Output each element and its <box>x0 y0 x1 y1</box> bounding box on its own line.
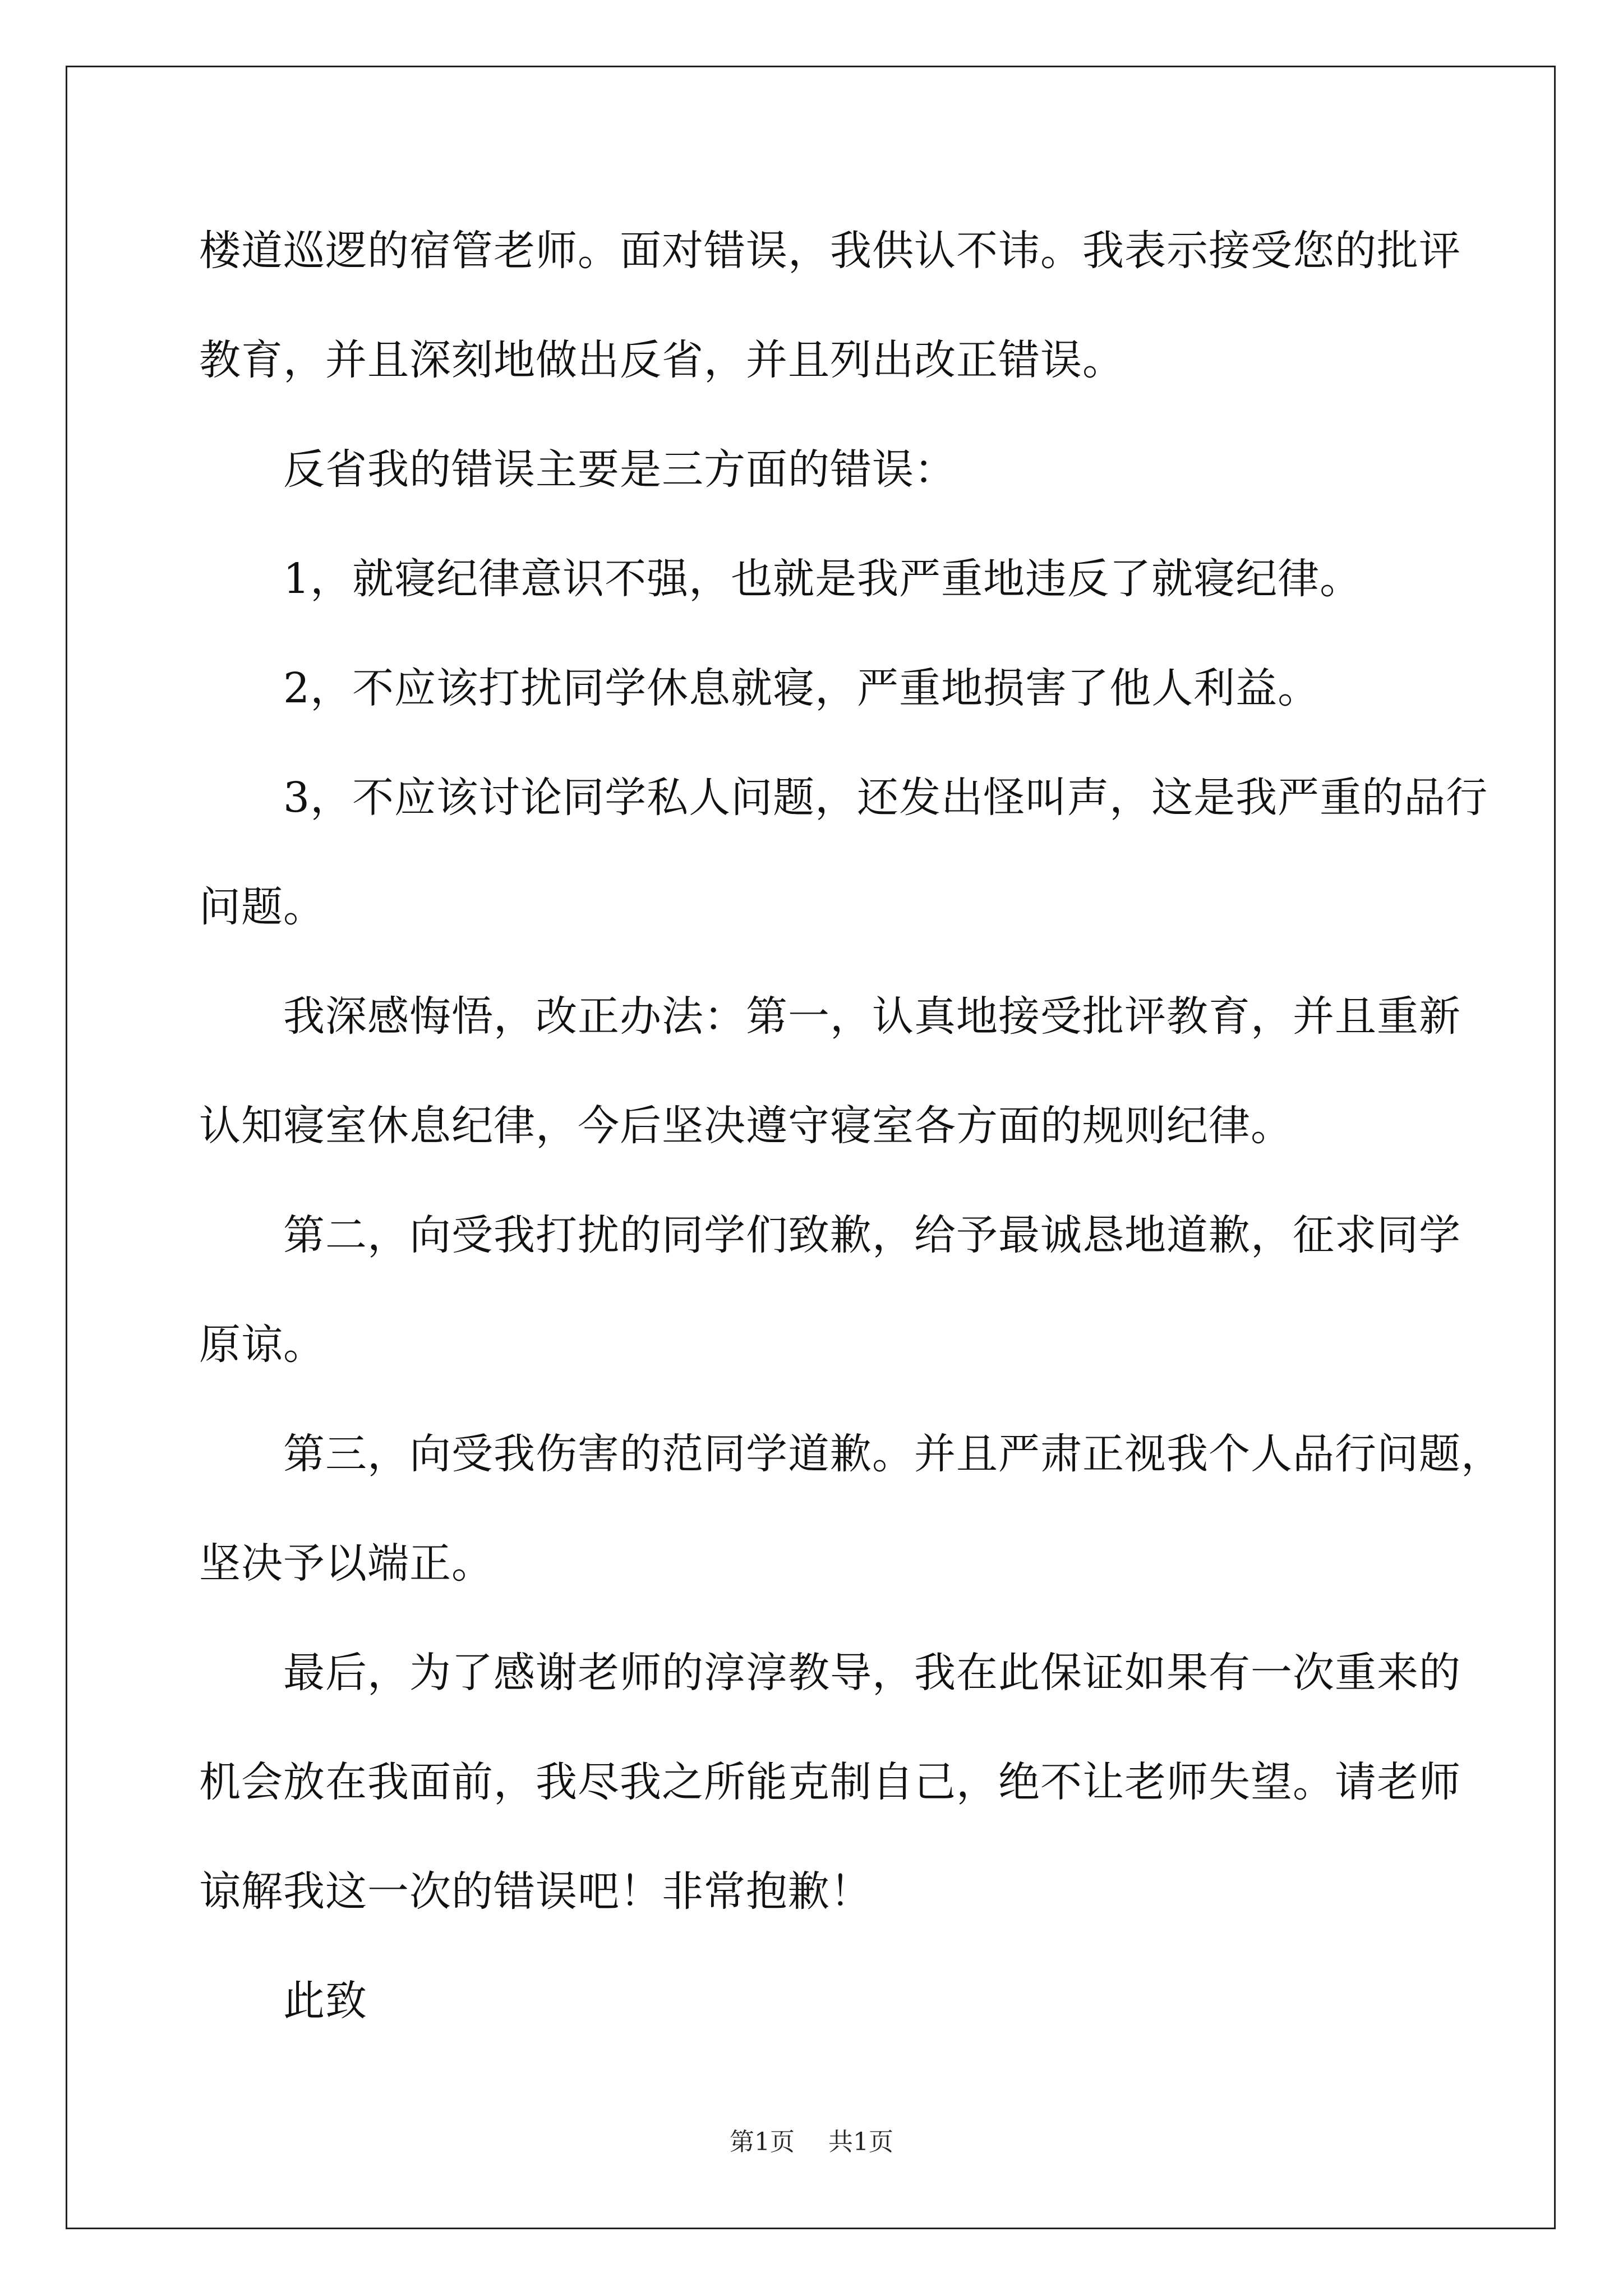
text-line: 谅解我这一次的错误吧！非常抱歉！ <box>199 1867 872 1916</box>
text-line: 楼道巡逻的宿管老师。面对错误，我供认不讳。我表示接受您的批评 <box>199 227 1461 275</box>
text-line: 反省我的错误主要是三方面的错误： <box>283 445 956 494</box>
text-line: 教育，并且深刻地做出反省，并且列出改正错误。 <box>199 336 1124 384</box>
text-line: 1，就寝纪律意识不强，也就是我严重地违反了就寝纪律。 <box>283 555 1362 603</box>
text-line: 坚决予以端正。 <box>199 1539 494 1588</box>
text-line: 认知寝室休息纪律，今后坚决遵守寝室各方面的规则纪律。 <box>199 1102 1293 1150</box>
text-line: 我深感悔悟，改正办法：第一，认真地接受批评教育，并且重新 <box>283 992 1461 1041</box>
page-footer <box>0 2122 1623 2157</box>
text-line: 3，不应该讨论同学私人问题，还发出怪叫声，这是我严重的品行 <box>283 774 1488 822</box>
text-line: 原谅。 <box>199 1320 325 1369</box>
text-line: 2，不应该打扰同学休息就寝，严重地损害了他人利益。 <box>283 664 1320 712</box>
page-number-current: 第1页 <box>730 2128 795 2156</box>
document-body <box>199 196 1503 2056</box>
text-line: 第二，向受我打扰的同学们致歉，给予最诚恳地道歉，征求同学 <box>283 1211 1461 1259</box>
text-line: 问题。 <box>199 883 325 931</box>
text-line: 机会放在我面前，我尽我之所能克制自己，绝不让老师失望。请老师 <box>199 1758 1461 1806</box>
page-number-total: 共1页 <box>828 2128 893 2156</box>
text-line: 第三，向受我伤害的范同学道歉。并且严肃正视我个人品行问题， <box>283 1430 1503 1478</box>
closing-salutation: 此致 <box>283 1977 367 2025</box>
text-line: 最后，为了感谢老师的淳淳教导，我在此保证如果有一次重来的 <box>283 1649 1461 1697</box>
